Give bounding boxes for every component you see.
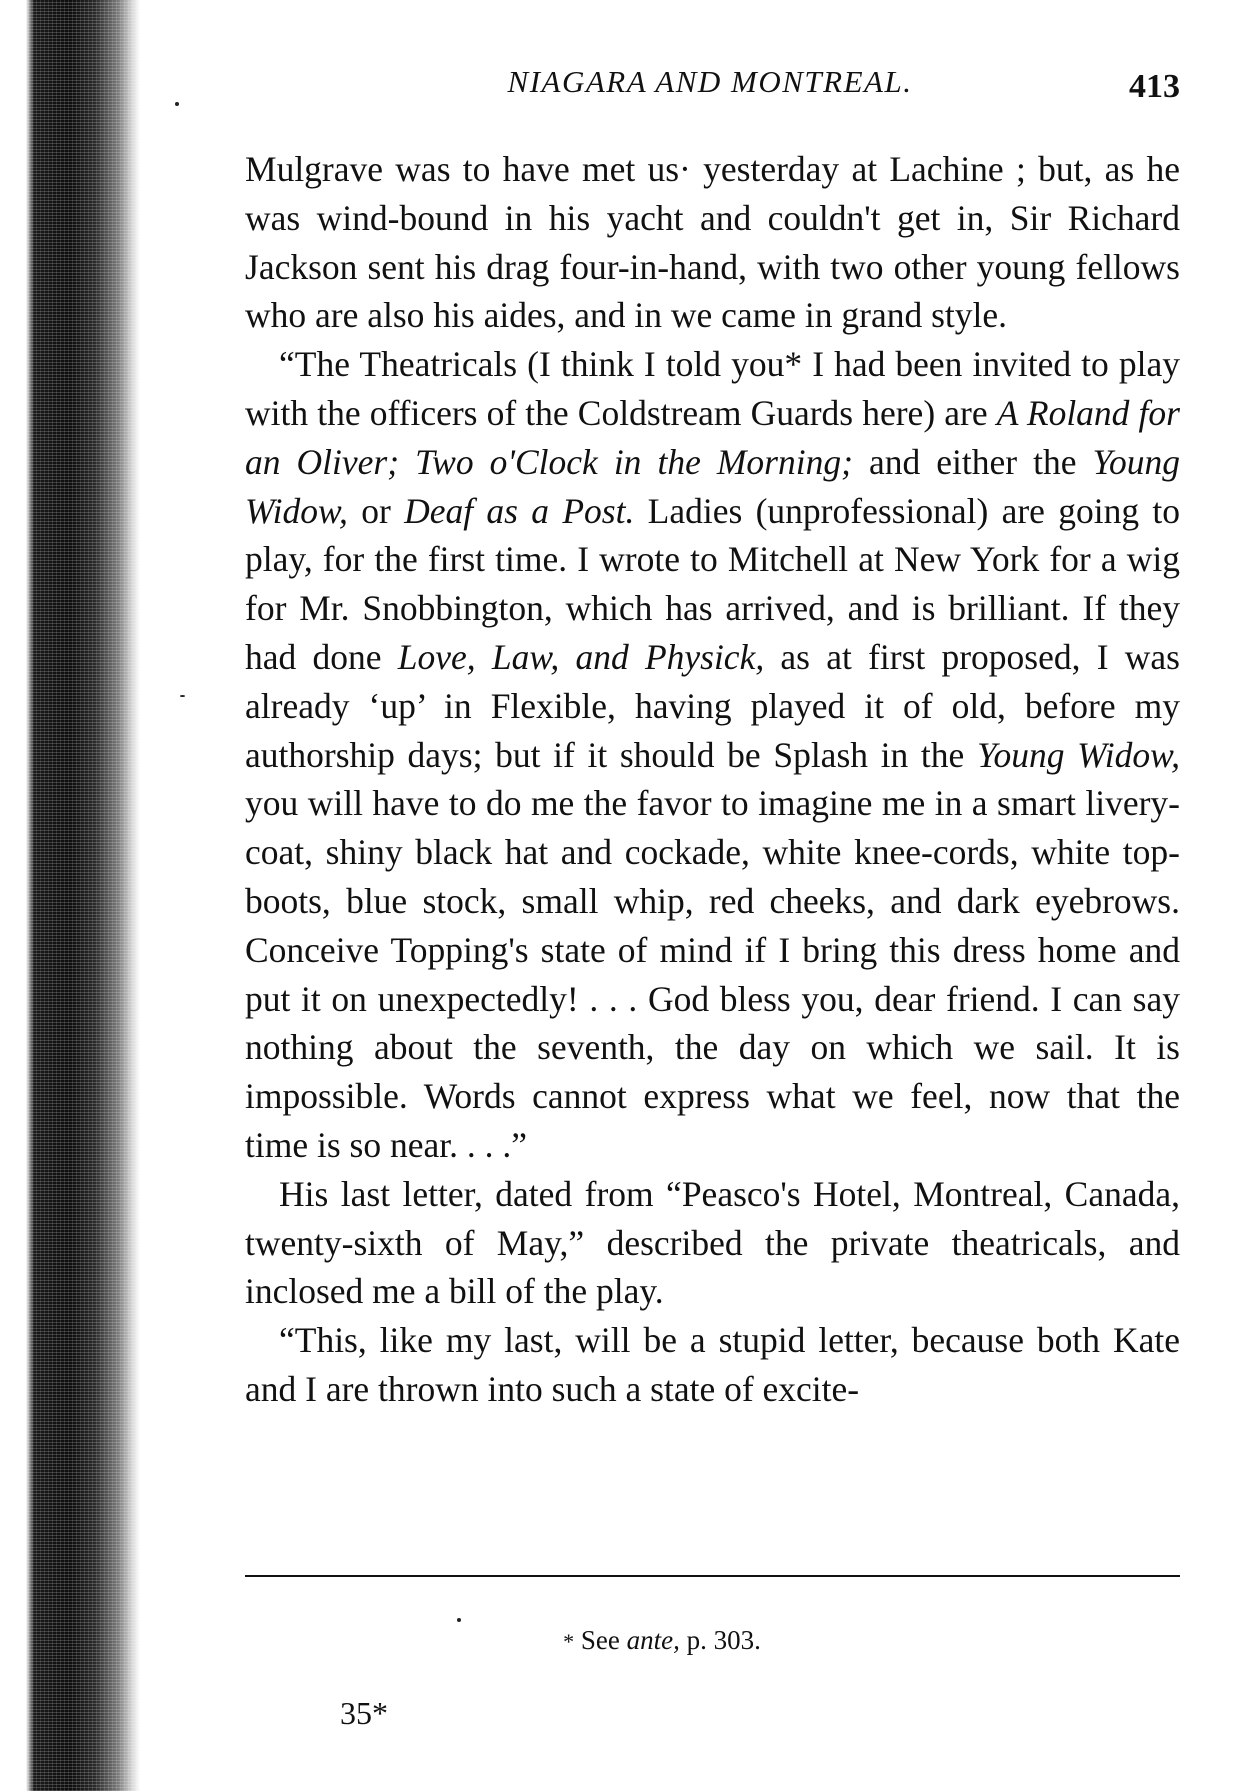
body-text xyxy=(245,145,1180,1414)
play-title-young-widow: Young Widow, xyxy=(245,441,1180,531)
footnote-rule xyxy=(245,1575,1180,1577)
print-speck xyxy=(180,695,185,697)
print-speck xyxy=(175,102,179,106)
footnote-prefix: See xyxy=(580,1625,627,1655)
paragraph-4 xyxy=(245,1316,1180,1414)
play-title-roland-oliver: A Roland for an Oliver; Two o'Clock in the Morning; xyxy=(245,392,1180,482)
play-title-love-law-physick: Love, Law, and Physick, xyxy=(397,636,765,677)
paragraph-3 xyxy=(245,1170,1180,1316)
book-spine-shadow xyxy=(0,0,140,1791)
paragraph-4-text: “This, like my last, will be a stupid letter, because both Kate and I are thrown into such a state of excite- xyxy=(245,1320,1180,1409)
paragraph-2-part-1: “The Theatricals (I think I told you* I had been invited to play with the officers of the Coldstream Guards here) are xyxy=(245,344,1180,433)
footnote-suffix: p. 303. xyxy=(679,1625,761,1655)
paragraph-1-text: Mulgrave was to have met us· yesterday at Lachine ; but, as he was wind-bound in his yacht and couldn't get in, Sir Richard Jackson sent his drag four-in-hand, with two other young fellows who are also his aides, and in we came in grand style. xyxy=(245,149,1180,336)
paragraph-2-part-5: as at first proposed, I was already ‘up’ in Flexible, having played it of old, before my authorship days; but if it should be Splash in the xyxy=(245,636,1180,775)
page-header xyxy=(240,58,1180,108)
paragraph-2 xyxy=(245,340,1180,1170)
paragraph-1 xyxy=(245,145,1180,340)
print-speck xyxy=(457,1618,461,1622)
paragraph-2-part-4: Ladies (unprofessional) are going to play, for the first time. I wrote to Mitchell at New York for a wig for Mr. Snobbington, which has arrived, and is brilliant. If they had done xyxy=(245,490,1181,677)
page-number: 413 xyxy=(1129,68,1180,105)
paragraph-2-part-2: and either the xyxy=(852,441,1093,482)
play-title-deaf-as-a-post: Deaf as a Post. xyxy=(404,490,635,531)
paragraph-3-text: His last letter, dated from “Peasco's Hotel, Montreal, Canada, twenty-sixth of May,” described the private theatricals, and inclosed me a bill of the play. xyxy=(245,1173,1180,1312)
footnote-ante: ante, xyxy=(626,1625,680,1655)
play-title-young-widow-2: Young Widow, xyxy=(976,734,1180,775)
footnote xyxy=(0,1625,1244,1656)
footnote-marker: * xyxy=(563,1629,575,1654)
paragraph-2-part-6: you will have to do me the favor to imagine me in a smart livery-coat, shiny black hat and cockade, white knee-cords, white top-boots, blue stock, small whip, red cheeks, and dark eyebrows. Conceive Topping's state of mind if I bring this dress home and put it on unexpectedly! . . . God bless you, dear friend. I can say nothing about the seventh, the day on which we sail. It is impossible. Words cannot express what we feel, now that the time is so near. . . .” xyxy=(245,783,1180,1165)
signature-mark: 35* xyxy=(340,1695,388,1731)
running-title: NIAGARA AND MONTREAL. xyxy=(507,64,913,99)
paragraph-2-part-3: or xyxy=(347,490,405,531)
